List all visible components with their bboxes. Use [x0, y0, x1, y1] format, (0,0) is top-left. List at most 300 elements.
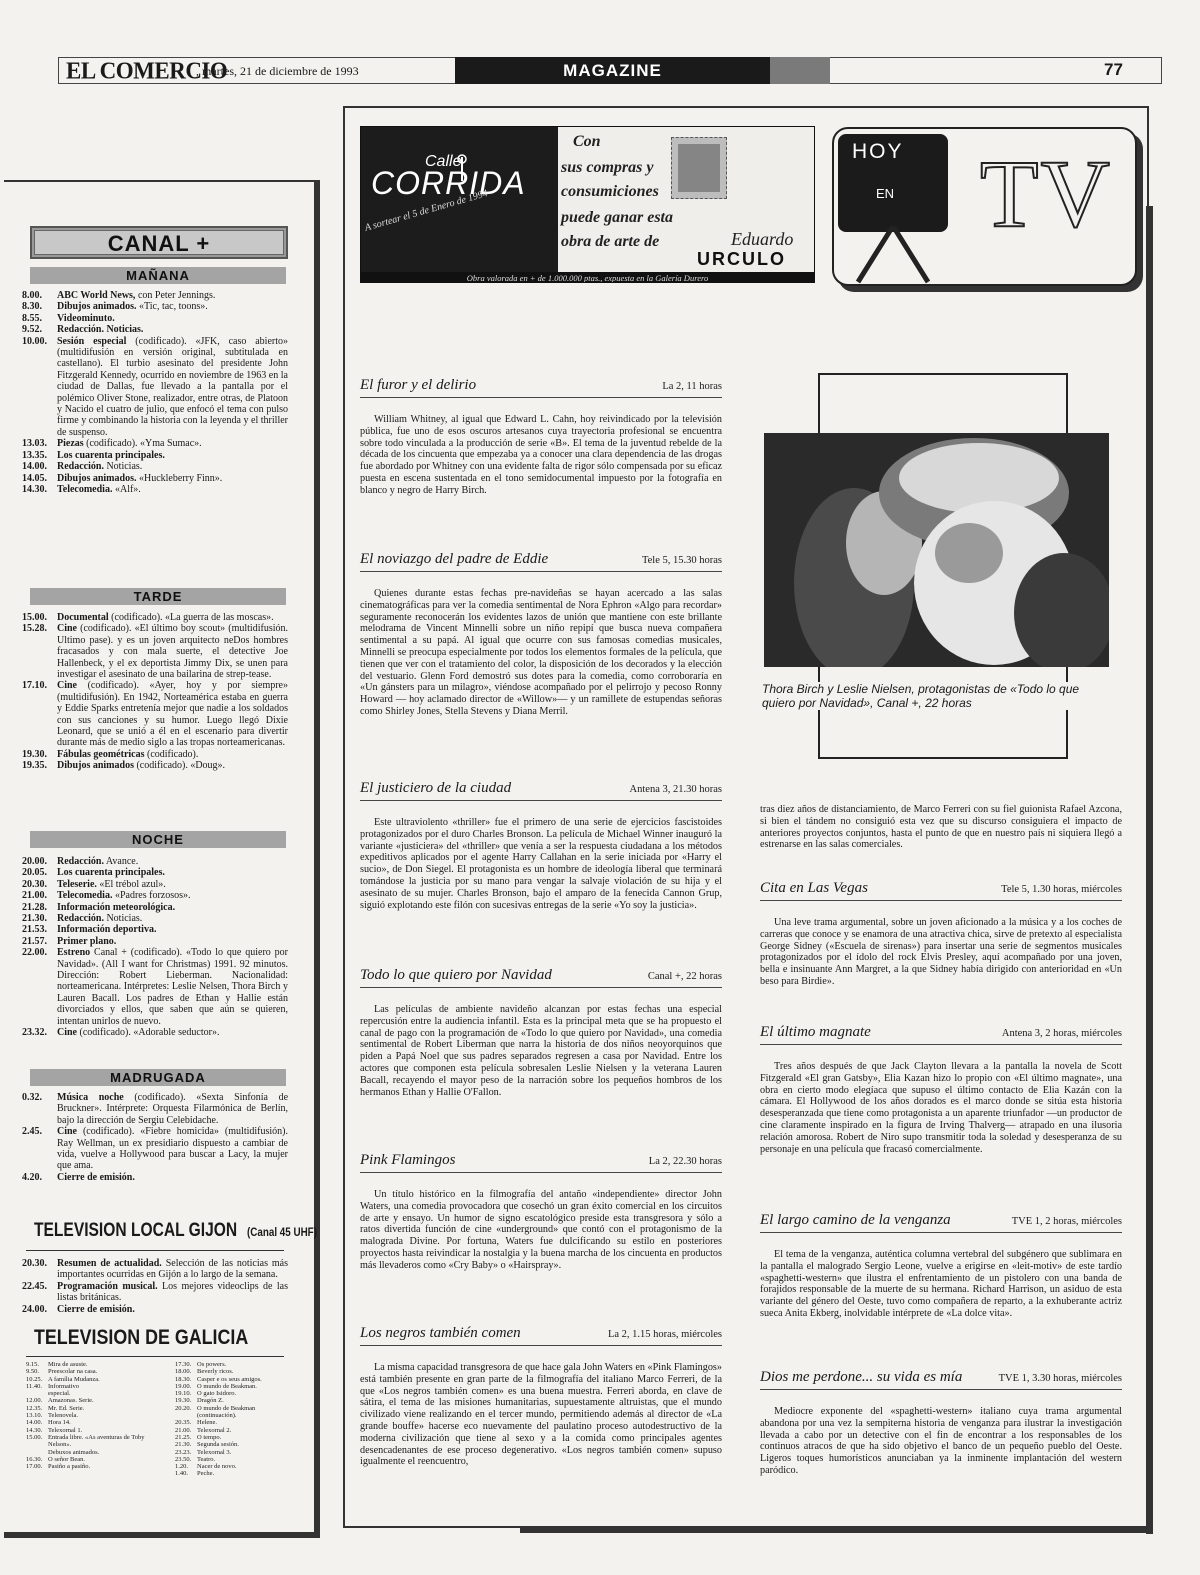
program-name: O tempo. — [197, 1433, 222, 1441]
program-name: ABC World News, — [57, 290, 136, 301]
program-name: Cierre de emisión. — [57, 1171, 135, 1183]
program-time: 15.28. — [22, 623, 47, 635]
program-time: 8.00. — [22, 290, 42, 301]
program-name: Telexornal 1. — [48, 1426, 83, 1434]
program-time: 17.10. — [22, 680, 47, 692]
program-time: 21.25. — [175, 1433, 192, 1441]
article-header — [360, 780, 722, 801]
program-row — [22, 890, 288, 901]
ad-calle: Calle — [425, 153, 462, 170]
program-desc — [57, 623, 288, 680]
program-time: 22.00. — [22, 947, 47, 959]
article-pink-flamingos — [360, 1152, 722, 1272]
galicia-row — [175, 1463, 293, 1470]
program-time: 18.30. — [175, 1375, 192, 1383]
program-name: (continuación). — [197, 1412, 237, 1420]
program-desc — [57, 324, 288, 335]
program-name: Telexornal 3. — [197, 1448, 232, 1456]
article-title: Dios me perdone... su vida es mía — [760, 1369, 963, 1385]
program-name: Resumen de actualidad. — [57, 1258, 162, 1269]
program-row — [22, 867, 288, 878]
program-time: 1.40. — [175, 1470, 188, 1478]
program-name: Beverly ricos. — [197, 1368, 234, 1376]
tv-big-letters: TV — [980, 140, 1112, 247]
article-header — [360, 551, 722, 572]
program-time: 10.00. — [22, 335, 47, 347]
program-desc — [57, 1027, 288, 1038]
article-body: Quienes durante estas fechas pre-navideñas se hayan acercado a las salas cinematográficas para ver la comedia sentimental de Nora Ephron «Algo para recordar» seguramente reconocerán los evidentes lazos de unión que mantiene con este brillante melodrama de Vincent Minnelli sobre un niño repipí que busca nueva compañera sentimental a su papá. Al igual que ocurre con sus famosas comedias musicales, Minnelli se preocupa especialmente por todos los elementos formales de la película, que tienen que ver con el tratamiento del color, la disposición de los decorados y la elección del vestuario. Glenn Ford demostró sus dotes para la comedia, como corroboraría en «Un gánsters para un milagro», viéndose acompañado por el pelirrojo y pecoso Ronny Howard — hoy aclamado director de «Willow»— y un ramillete de estupendas señoras como Shirley Jones, Stella Stevens y Diana Merril. — [360, 588, 722, 717]
galicia-row — [175, 1419, 293, 1426]
program-time: 20.30. — [22, 878, 47, 890]
program-row — [22, 879, 288, 890]
program-name: Preescolar na casa. — [48, 1368, 98, 1376]
program-name: Teatro. — [197, 1455, 216, 1463]
program-time: 17.30. — [175, 1361, 192, 1368]
program-name: O mundo de Beakman. — [197, 1382, 257, 1390]
program-name: Los cuarenta principales. — [57, 449, 165, 461]
ad-line-5: obra de arte de — [561, 233, 660, 250]
program-time: 21.30. — [22, 913, 47, 925]
program-desc — [57, 336, 288, 439]
program-desc — [57, 947, 288, 1027]
program-name: Teleserie. — [57, 878, 97, 890]
program-time: 14.30. — [26, 1426, 43, 1434]
program-detail: (codificado). «Fiebre homicida» (multidifusión). Ray Wellman, un ex presidiario dispuesto a cambiar de vida, vuelve a Hollywood para buscar a Lacy, la mujer que ama. — [57, 1126, 288, 1172]
calle-corrida-ad — [360, 126, 815, 283]
program-name: Primer plano. — [57, 935, 117, 947]
article-channel-time: TVE 1, 3.30 horas, miércoles — [998, 1373, 1122, 1384]
program-desc — [57, 879, 288, 890]
article-channel-time: Tele 5, 1.30 horas, miércoles — [1001, 884, 1122, 895]
article-noviazgo — [360, 551, 722, 718]
program-name: Información deportiva. — [57, 924, 157, 936]
galicia-row — [175, 1397, 293, 1404]
program-name: Peche. — [197, 1470, 215, 1478]
article-header — [360, 1325, 722, 1346]
article-channel-time: La 2, 1.15 horas, miércoles — [607, 1329, 722, 1340]
article-channel-time: La 2, 22.30 horas — [648, 1156, 722, 1167]
program-name: Piezas — [57, 438, 84, 450]
article-body: Un título histórico en la filmografía del antaño «independiente» director John Waters, una comedia provocadora que cosechó un gran éxito comercial en los circuitos de arte y ensayo. Un humor de signo escatológico preside esta transgresora y sólo a ratos divertida función de cine «underground» que contó con el protagonismo de la malograda Divine. Por fortuna, Waters fue dulcificando su estilo en posteriores proyectos hasta reivindicar la nostalgia y la buena marcha de los cincuenta en productos más llevaderos como «Cry Baby» o «Hairspray». — [360, 1189, 722, 1271]
article-ultimo-magnate — [760, 1024, 1122, 1155]
program-desc — [57, 856, 288, 867]
program-time: 23.23. — [175, 1448, 192, 1456]
program-time: 18.00. — [175, 1368, 192, 1376]
program-name: Fábulas geométricas — [57, 748, 145, 760]
article-title: El largo camino de la venganza — [760, 1212, 951, 1228]
tv-en: EN — [876, 186, 895, 201]
program-time: 4.20. — [22, 1171, 42, 1183]
program-name: Amazonas. Serie. — [48, 1397, 94, 1405]
article-negros — [360, 1325, 722, 1468]
program-desc — [57, 1092, 288, 1126]
galicia-row — [175, 1456, 293, 1463]
program-time: 21.30. — [175, 1441, 192, 1449]
galicia-row — [26, 1419, 156, 1426]
program-detail: (codificado). «Ayer, hoy y por siempre» (multidifusión). En 1942, Norteamérica estaba en guerra y Eddie Sparks entretenía mejor que nadie a los soldados con sus canciones y su humor. Luego llegó Dixie Leonard, que se unió a él en el escenario para divertir durante más de medio siglo a las tropas norteamericanas. — [57, 680, 288, 749]
program-name: Entrada libre. «As aventuras de Toby Nelson». — [48, 1433, 145, 1449]
galicia-row — [26, 1390, 156, 1397]
program-desc — [57, 461, 288, 472]
article-cita-vegas — [760, 880, 1122, 988]
program-detail: con Peter Jennings. — [135, 290, 216, 301]
photo-santa-and-girl — [764, 433, 1109, 667]
program-detail: «Padres forzosos». — [112, 890, 191, 902]
program-name: Telenovela. — [48, 1412, 79, 1420]
program-name: Dibujos animados. — [57, 472, 137, 484]
galicia-row — [26, 1412, 156, 1419]
canal-plus-banner — [30, 226, 288, 259]
article-title: Pink Flamingos — [360, 1152, 456, 1168]
galicia-row — [175, 1470, 293, 1477]
program-time: 22.45. — [22, 1280, 47, 1292]
program-name: Mira de asuste. — [48, 1361, 88, 1368]
article-navidad — [360, 967, 722, 1098]
program-detail: (codificado). «Sexta Sinfonía de Bruckner». Intérprete: Orquesta Filarmónica de Berlín, bajo la dirección de Sergiu Celebidache. — [57, 1092, 289, 1126]
program-detail: «Huckleberry Finn». — [136, 472, 223, 484]
program-desc — [57, 936, 288, 947]
photo-caption: Thora Birch y Leslie Nielsen, protagonistas de «Todo lo que quiero por Navidad», Canal +, 22 horas — [762, 682, 1112, 710]
ad-line-1: Con — [573, 133, 601, 150]
program-detail: (codificado). «La guerra de las moscas». — [108, 612, 274, 623]
program-row — [22, 1027, 288, 1038]
program-name: Dibujos animados. — [57, 301, 137, 313]
ad-artist-last: URCULO — [697, 249, 786, 269]
program-time: 14.05. — [22, 472, 47, 484]
canal-plus-title: CANAL + — [34, 230, 284, 255]
program-row — [22, 947, 288, 1027]
galicia-row — [175, 1405, 293, 1412]
local-gijon-channel: (Canal 45 UHF) — [246, 1225, 317, 1239]
program-time: 23.32. — [22, 1027, 47, 1039]
article-body: Las películas de ambiente navideño alcanzan por estas fechas una especial repercusión entre la audiencia infantil. Esta es la principal meta que se ha propuesto el canal de pago con la programación de «Todo lo que quiero por Navidad», una comedia sentimental de Robert Liberman que narra la historia de dos niños neoyorquinos que piden a Papá Noel que sus padres separados regresen a casa por Navidad. Entre los actores que componen esta película sobresalen Leslie Nielsen y la veterana Lauren Bacall, recayendo el mayor peso de la narración sobre los pequeños hombros de los hermanos Ethan y Hallie O'Fallon. — [360, 1004, 722, 1098]
program-desc — [57, 290, 288, 301]
program-desc — [57, 473, 288, 484]
section-tarde: TARDE — [30, 588, 286, 605]
program-desc — [57, 1304, 288, 1315]
program-time: 19.10. — [175, 1390, 192, 1398]
galicia-row — [26, 1361, 156, 1368]
program-time: 0.32. — [22, 1092, 42, 1103]
program-detail: Canal + (codificado). «Todo lo que quiero por Navidad». (All I want for Christmas) 1991. 92 minutos. Dirección: Robert Lieberman. Nacionalidad: norteamericana. Intérpretes: Leslie Nelsen, Thora Birch y Lauren Bacall. Los padres de Ethan y Hallie están divorciados y ellos, que saben que aún se quieren, intentan unirlos de nuevo. — [57, 947, 288, 1027]
program-time: 9.15. — [26, 1361, 39, 1368]
program-time: 20.05. — [22, 867, 47, 879]
article-body: Este ultraviolento «thriller» fue el primero de una serie de ejercicios fascistoides protagonizados por el duro Charles Bronson. La película de Michael Winner inauguró la variante «justiciera» del «thriller» que venía a ser la respuesta ciudadana a los métodos expeditivos aplicados por el agente Harry Callahan en la serie iniciada por «Harry el sucio», de Don Siegel. El protagonista es un hombre de ideología liberal que terminará tomándose la justicia por su mano para vengar la salvaje violación de su hija y el asesinato de su mujer. Charles Bronson, bajo el amparo de la fenecida Cannon Grup, siguió explotando este filón con sucesivas entregas de la serie «Yo soy la justicia». — [360, 817, 722, 911]
article-channel-time: Antena 3, 21.30 horas — [629, 784, 722, 795]
program-name: Hora 14. — [48, 1419, 71, 1427]
article-body: William Whitney, al igual que Edward L. Cahn, hoy reivindicado por la televisión pública, fue uno de esos oscuros artesanos cuya trayectoria profesional se encuentra sobre todo vinculada a la producción de serie «B». El tema de la juventud rebelde de la década de los cincuenta que empezaba ya a conocer una clara dependencia de las drogas fue abordado por Whitney con una evidente falta de rigor sólo compensada por su eficaz puesta en escena sustentada en el tono semidocumental impuesto por la fotografía en blanco y negro de Harry Birch. — [360, 414, 722, 496]
section-noche: NOCHE — [30, 831, 286, 848]
program-detail: «Tic, tac, toons». — [136, 301, 208, 313]
program-time: 8.55. — [22, 312, 42, 324]
program-desc — [57, 749, 288, 760]
program-name: O mundo de Beakman — [197, 1404, 256, 1412]
program-time: 19.30. — [175, 1397, 192, 1405]
ad-line-4: puede ganar esta — [561, 209, 673, 226]
ad-corrida: CORRIDA — [371, 165, 526, 201]
newspaper-name: EL COMERCIO — [66, 57, 228, 84]
galicia-row — [26, 1383, 156, 1390]
article-header — [760, 880, 1122, 901]
program-name: Nacer de novo. — [197, 1463, 237, 1471]
galicia-row — [175, 1441, 293, 1448]
program-desc — [57, 450, 288, 461]
article-header — [360, 377, 722, 398]
program-row — [22, 760, 288, 771]
program-time: 13.10. — [26, 1412, 43, 1420]
program-name: Cine — [57, 1027, 77, 1039]
article-justiciero — [360, 780, 722, 911]
article-body: El tema de la venganza, auténtica columna vertebral del subgénero que sublimara en la pantalla el malogrado Sergio Leone, vuelve a erigirse en «leit-motiv» de este tardío «spaghetti-western» que ilustra el enfrentamiento de un pistolero con una banda de forajidos responsable de la muerte de su hermana. Richard Harrison, un asiduo de esta variante del género del Oeste, tuvo como compañera de reparto, a la exhuberante actriz sueca Anita Ekberg, inolvidable intérprete de «La dolce vita». — [760, 1249, 1122, 1319]
program-row — [22, 484, 288, 495]
program-time: 14.00. — [22, 461, 47, 473]
program-row — [22, 290, 288, 301]
article-title: Los negros también comen — [360, 1325, 521, 1341]
ad-artist-first: Eduardo — [731, 229, 794, 249]
program-desc — [57, 890, 288, 901]
program-row — [22, 623, 288, 680]
galicia-row — [26, 1463, 156, 1470]
program-name: Programación musical. — [57, 1280, 158, 1292]
program-row — [22, 913, 288, 924]
article-title: Todo lo que quiero por Navidad — [360, 967, 552, 983]
page-number: 77 — [1104, 60, 1123, 79]
program-time: 20.35. — [175, 1419, 192, 1427]
program-detail: Noticias. — [103, 461, 143, 473]
program-detail: «Alf». — [112, 483, 141, 495]
program-time: 12.35. — [26, 1404, 43, 1412]
article-body: La misma capacidad transgresora de que hace gala John Waters en «Pink Flamingos» está también presente en gran parte de la filmografía del italiano Marco Ferreri, de la que «Los negros también comen» es una buena muestra. Ferreri aborda, en clave de sátira, el tema de las misiones humanitarias, supuestamente altruistas, que el mundo civilizado viene realizando en el tercer mundo, permitiendo además al director de «La grande bouffe» hacerse eco nuevamente del paulatino proceso autodestructivo de la moderna civilización que tiene al sexo y a la comida como principales agentes desencadenantes de ese proceso degenerativo. «Los negros también comen» supuso igualmente el reencuentro, — [360, 1362, 722, 1468]
program-name: Dragón Z. — [197, 1397, 224, 1405]
article-channel-time: Canal +, 22 horas — [647, 971, 722, 982]
article-header — [360, 1152, 722, 1173]
program-row — [22, 301, 288, 312]
program-name: Cine — [57, 680, 77, 692]
galicia-row — [26, 1397, 156, 1404]
galicia-row — [26, 1427, 156, 1434]
program-time — [26, 1390, 48, 1397]
program-time: 14.30. — [22, 483, 47, 495]
program-detail: (codificado). «Adorable seductor». — [77, 1027, 220, 1039]
galicia-row — [175, 1383, 293, 1390]
frame-shadow-right — [1146, 206, 1153, 1534]
galicia-row — [175, 1434, 293, 1441]
program-desc — [57, 680, 288, 748]
program-time: 12.00. — [26, 1397, 43, 1405]
program-detail: (codificado). «Yma Sumac». — [83, 438, 202, 450]
program-time: 19.00. — [175, 1382, 192, 1390]
article-body: Una leve trama argumental, sobre un joven aficionado a la música y a los coches de carreras que conoce y se enamora de una atractiva chica, sirve de pretexto al especialista George Sidney («Escuela de sirenas») para insertar una serie de segmentos musicales protagonizados por el ídolo del rock Elvis Presley, aquí acompañado por una joven, bella e insinuante Ann Margret, a la que Sidney había dirigido con anterioridad en «Un beso para Birdie». — [760, 917, 1122, 987]
article-largo-camino — [760, 1212, 1122, 1320]
article-furor — [360, 377, 722, 497]
noche-list — [22, 856, 288, 1039]
program-row — [22, 1126, 288, 1172]
program-row — [22, 1281, 288, 1304]
program-time: 19.35. — [22, 760, 47, 772]
program-row — [22, 612, 288, 623]
program-name: Casper e os seus amigos. — [197, 1375, 262, 1383]
galicia-row — [175, 1368, 293, 1375]
program-time: 20.20. — [175, 1404, 192, 1412]
article-header — [760, 1369, 1122, 1390]
program-row — [22, 313, 288, 324]
photo-frame-top — [818, 373, 1068, 375]
article-body: Mediocre exponente del «spaghetti-western» italiano cuya trama argumental abandona por una vez la sempiterna historia de venganza para ilustrar la investigación llevada a cabo por un detective con el fin de encontrar a los responsables de los continuos atracos de que ha sido objetivo el banco de un pequeño pueblo del Oeste. Ligeros toques humorísticos anunciaban ya la inminente implantación del western paródico. — [760, 1406, 1122, 1476]
ad-line-3: consumiciones — [561, 183, 659, 200]
artwork-stamp-icon — [671, 137, 727, 199]
article-channel-time: Tele 5, 15.30 horas — [641, 555, 722, 566]
program-row — [22, 856, 288, 867]
program-desc — [57, 1126, 288, 1172]
section-madrugada: MADRUGADA — [30, 1069, 286, 1086]
program-desc — [57, 1172, 288, 1183]
program-name: O gato Isidoro. — [197, 1390, 237, 1398]
galicia-row — [175, 1449, 293, 1456]
program-name: Telecomedia. — [57, 890, 113, 902]
program-time — [26, 1449, 48, 1456]
program-detail: Selección de las noticias más importantes ocurridas en Gijón a lo largo de la semana. — [57, 1258, 289, 1281]
program-time — [175, 1412, 197, 1419]
program-time: 2.45. — [22, 1126, 42, 1138]
program-desc — [57, 301, 288, 312]
program-name: Videominuto. — [57, 312, 115, 324]
program-time: 19.30. — [22, 748, 47, 760]
program-name: Sesión especial — [57, 335, 127, 347]
program-name: Debuxos animados. — [48, 1448, 100, 1456]
program-time: 9.52. — [22, 324, 42, 336]
program-name: Estreno — [57, 947, 91, 959]
article-channel-time: Antena 3, 2 horas, miércoles — [1001, 1028, 1122, 1039]
program-time: 24.00. — [22, 1303, 47, 1315]
program-name: Pasiño a pasiño. — [48, 1463, 91, 1471]
program-name: Redacción. Noticias. — [57, 324, 144, 336]
program-time: 21.00. — [175, 1426, 192, 1434]
program-row — [22, 680, 288, 748]
program-time: 11.40. — [26, 1382, 43, 1390]
galicia-row — [26, 1405, 156, 1412]
program-row — [22, 324, 288, 335]
program-name: Música noche — [57, 1092, 124, 1103]
program-time: 20.30. — [22, 1258, 47, 1269]
article-title: El noviazgo del padre de Eddie — [360, 551, 549, 567]
galicia-row — [175, 1390, 293, 1397]
madrugada-list — [22, 1092, 288, 1183]
program-time: 8.30. — [22, 301, 42, 313]
program-time: 20.00. — [22, 856, 47, 867]
galicia-row — [26, 1449, 156, 1456]
program-time: 21.57. — [22, 935, 47, 947]
program-detail: Avance. — [103, 856, 139, 867]
program-row — [22, 924, 288, 935]
program-time: 15.00. — [22, 612, 47, 623]
program-row — [22, 749, 288, 760]
galicia-row — [26, 1456, 156, 1463]
program-row — [22, 902, 288, 913]
program-desc — [57, 438, 288, 449]
article-negros-continuation: tras diez años de distanciamiento, de Marco Ferreri con su fiel guionista Rafael Azcona, si bien el tándem no consiguió esta vez que su discurso consiguiera el impacto de anteriores proyectos conjuntos, hasta el punto de que en nuestro país ni siquiera llegó a estrenarse en las salas comerciales. — [760, 804, 1122, 851]
program-desc — [57, 913, 288, 924]
program-row — [22, 336, 288, 439]
program-desc — [57, 902, 288, 913]
program-detail: «El trébol azul». — [96, 878, 166, 890]
ad-strip: Obra valorada en + de 1.000.000 ptas., expuesta en la Galería Durero — [361, 272, 814, 283]
galicia-row — [26, 1368, 156, 1375]
divider — [26, 1356, 284, 1357]
article-header — [760, 1024, 1122, 1045]
program-time: 16.30. — [26, 1455, 43, 1463]
program-detail: Los mejores videoclips de las listas británicas. — [57, 1280, 288, 1304]
local-gijon-list — [22, 1258, 288, 1315]
program-row — [22, 1172, 288, 1183]
program-desc — [57, 1258, 288, 1281]
program-name: A família Mudanza. — [48, 1375, 100, 1383]
article-title: El furor y el delirio — [360, 377, 477, 393]
article-header — [360, 967, 722, 988]
program-name: Cine — [57, 623, 77, 635]
program-time: 13.03. — [22, 438, 47, 450]
program-name: Informativo — [48, 1382, 80, 1390]
program-name: O señor Bean. — [48, 1455, 86, 1463]
section-name: MAGAZINE — [455, 57, 770, 84]
program-time: 17.00. — [26, 1463, 43, 1471]
program-detail: (codificado). «JFK, caso abierto» (multidifusión en versión original, subtitulada en castellano). El turbio asesinato del presidente John Fitzgerald Kennedy, ocurrido en noviembre de 1963 en la ciudad de Dallas, fue llevado a la pantalla por el polémico Oliver Stone, realizador, entre otras, de Platoon y Nacido el cuatro de julio, que enfocó el tema con pulso firme y combinando la historia con la leyenda y el thriller de suspenso. — [57, 335, 288, 438]
program-name: Segunda sesión. — [197, 1441, 239, 1449]
ad-draw-date: A sortear el 5 de Enero de 1994 — [363, 188, 490, 234]
ad-line-2: sus compras y — [561, 159, 654, 176]
program-desc — [57, 1281, 288, 1304]
program-desc — [57, 313, 288, 324]
program-desc — [57, 924, 288, 935]
program-name: Helene. — [197, 1419, 218, 1427]
tarde-list — [22, 612, 288, 772]
program-name: Cierre de emisión. — [57, 1303, 135, 1315]
article-channel-time: TVE 1, 2 horas, miércoles — [1011, 1216, 1122, 1227]
program-name: Mr. Ed. Serie. — [48, 1404, 85, 1412]
program-row — [22, 1258, 288, 1281]
program-name: Telecomedia. — [57, 483, 113, 495]
program-name: Cine — [57, 1126, 77, 1138]
tripod-icon — [838, 226, 948, 284]
program-desc — [57, 867, 288, 878]
photo-frame-bottom — [818, 757, 1068, 759]
program-name: Redacción. — [57, 856, 104, 867]
article-dios-perdone — [760, 1369, 1122, 1477]
program-detail: (codificado). — [144, 748, 199, 760]
article-channel-time: La 2, 11 horas — [662, 381, 722, 392]
program-detail: Noticias. — [103, 913, 143, 925]
galicia-row — [175, 1361, 293, 1368]
galicia-row — [26, 1376, 156, 1383]
program-row — [22, 1092, 288, 1126]
program-time: 9.50. — [26, 1368, 39, 1376]
program-name: especial. — [48, 1390, 71, 1398]
galicia-row — [175, 1376, 293, 1383]
section-manana: MAÑANA — [30, 267, 286, 284]
tv-hoy: HOY — [852, 140, 904, 163]
program-row — [22, 1304, 288, 1315]
program-time: 21.53. — [22, 924, 47, 936]
program-desc — [57, 484, 288, 495]
program-time: 15.00. — [26, 1433, 43, 1441]
program-name: Telexornal 2. — [197, 1426, 232, 1434]
program-name: Redacción. — [57, 461, 104, 473]
program-detail: (codificado). «Doug». — [133, 760, 226, 772]
galicia-title: TELEVISION DE GALICIA — [34, 1326, 249, 1349]
program-time: 14.00. — [26, 1419, 43, 1427]
program-name: Documental — [57, 612, 109, 623]
galicia-row — [175, 1412, 293, 1419]
program-time: 23.50. — [175, 1455, 192, 1463]
